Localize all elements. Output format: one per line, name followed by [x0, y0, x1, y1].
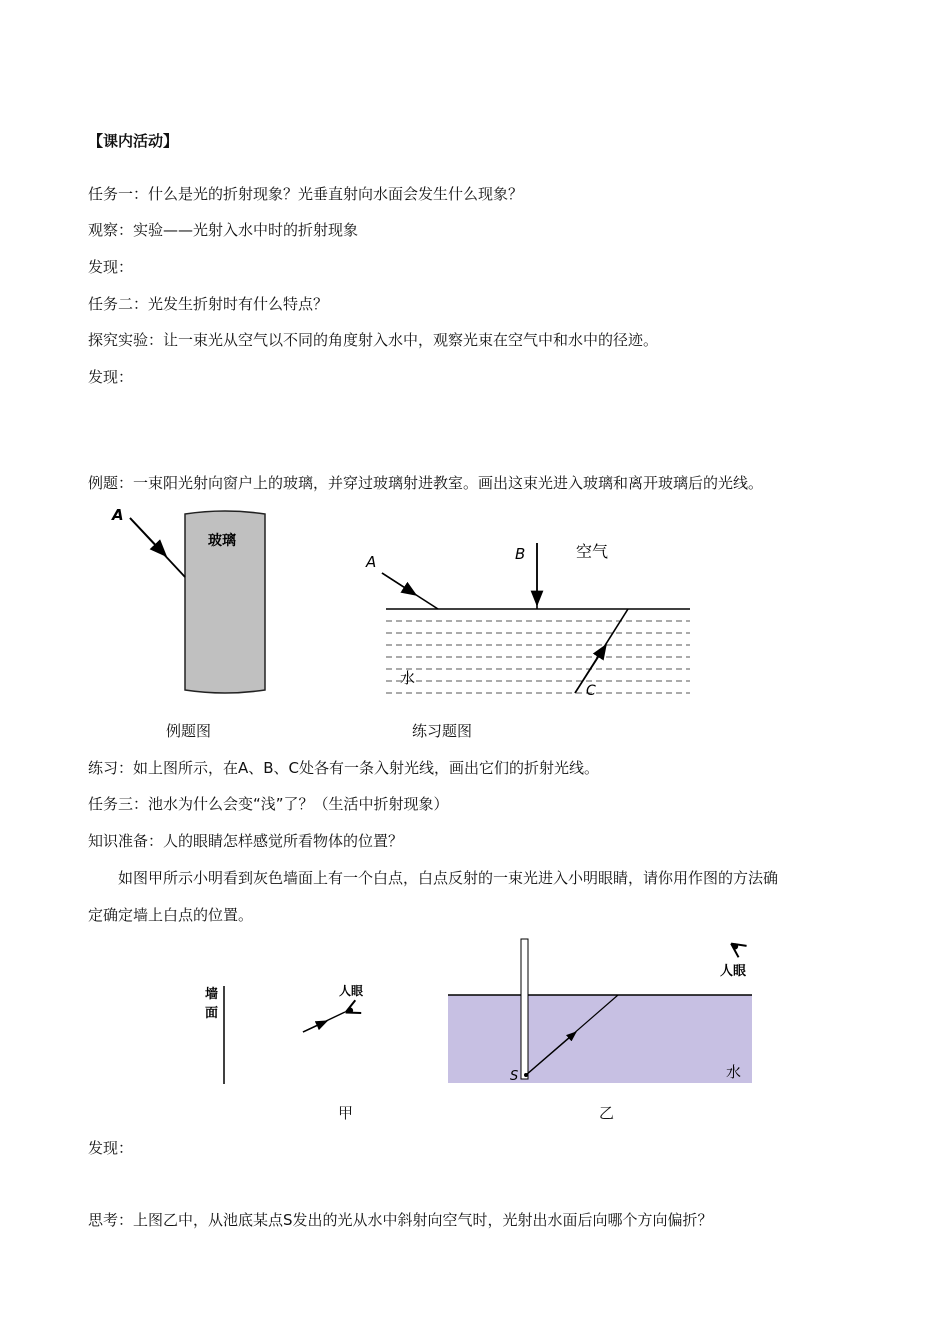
think-line: 思考：上图乙中，从池底某点S发出的光从水中斜射向空气时，光射出水面后向哪个方向偏折？ [88, 1211, 713, 1229]
pole [521, 939, 528, 1079]
paragraph-line-2: 定确定墙上白点的位置。 [88, 906, 254, 924]
figure-jia [195, 980, 395, 1090]
wall-label-2: 面 [205, 1006, 219, 1021]
example-figure-caption: 例题图 [166, 722, 212, 740]
label-water: 水 [726, 1063, 742, 1081]
figure-jia-caption: 甲 [338, 1104, 354, 1122]
label-air: 空气 [576, 542, 609, 561]
wall-label-1: 墙 [205, 987, 219, 1002]
label-b: B [515, 545, 526, 563]
point-s [524, 1073, 528, 1077]
water-dashes [386, 621, 690, 693]
label-a: A [112, 506, 124, 524]
task-2: 任务二：光发生折射时有什么特点？ [88, 295, 329, 313]
section-title: 【课内活动】 [88, 132, 179, 150]
eye-icon [727, 938, 746, 957]
eye-label: 人眼 [720, 964, 747, 979]
label-glass: 玻璃 [208, 533, 236, 549]
finding-2: 发现： [88, 368, 134, 386]
knowledge-line: 知识准备：人的眼睛怎样感觉所看物体的位置？ [88, 832, 404, 850]
finding-3: 发现： [88, 1139, 134, 1157]
observe-line: 观察：实验——光射入水中时的折射现象 [88, 221, 359, 239]
pond-water [448, 995, 752, 1083]
label-a: A [366, 553, 377, 571]
example-line: 例题：一束阳光射向窗户上的玻璃，并穿过玻璃射进教室。画出这束光进入玻璃和离开玻璃后的光线。 [88, 474, 764, 492]
task-1: 任务一：什么是光的折射现象？光垂直射向水面会发生什么现象？ [88, 185, 524, 203]
eye-label: 人眼 [339, 984, 364, 998]
label-s: S [510, 1069, 519, 1084]
task-3: 任务三：池水为什么会变“浅”了？（生活中折射现象） [88, 795, 449, 813]
finding-1: 发现： [88, 258, 134, 276]
figure-yi [440, 935, 760, 1090]
practice-figure [360, 535, 700, 705]
practice-figure-caption: 练习题图 [412, 722, 473, 740]
figure-yi-caption: 乙 [599, 1104, 615, 1122]
paragraph-line-1: 如图甲所示小明看到灰色墙面上有一个白点，白点反射的一束光进入小明眼睛，请你用作图的方法确 [118, 869, 779, 887]
practice-line: 练习：如上图所示，在A、B、C处各有一条入射光线，画出它们的折射光线。 [88, 759, 600, 777]
label-water: 水 [400, 669, 416, 687]
eye-icon [343, 1000, 362, 1019]
explore-line: 探究实验：让一束光从空气以不同的角度射入水中，观察光束在空气中和水中的径迹。 [88, 331, 659, 349]
example-figure [100, 500, 280, 700]
label-c: C [586, 683, 596, 699]
